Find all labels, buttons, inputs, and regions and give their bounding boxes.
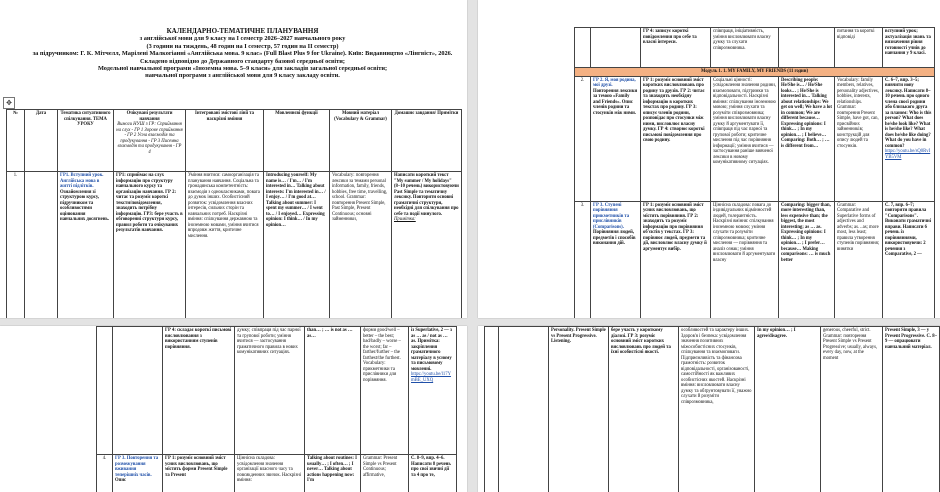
row-integrated: Уміння вчитися: самоорганізація та планування навчання. Соціальна та громадянська компетентність: взаємодія з однокласниками, повага до думок інших. Особистісний розвиток: усвідомлення власних інтересів, сильних сторін та навчальних потреб. Наскрізні вміння: спілкування державною та іноземною мовами, уміння вчитися впродовж життя, критичне мислення.: [186, 172, 264, 319]
row-num: 2.: [575, 76, 591, 201]
module-title: Модуль 1. 1. MY FAMILY, MY FRIENDS (11 годин): [575, 68, 935, 77]
table-row-continued: [97, 327, 457, 455]
row-language: Vocabulary: повторення лексики за темами personal information, family, friends, hobbies, free time, travelling, school. Grammar: повторення Present Simple, Past Simple, Present Continuous; основні займенники,: [330, 172, 392, 319]
cont-functions: than… ; … is not as … as…: [305, 327, 361, 455]
row-num: 4.: [97, 455, 113, 492]
row-homework: Написати короткий текст "My summer / My holidays" (8–10 речень) використовуючи Past Simple та тематичну лексику. Повторити основні граматичні структури, необхідні для спілкування про себе та події минулого. Примітка:: [392, 172, 462, 319]
table-row: [575, 201, 935, 318]
document-header: [30, 28, 455, 80]
homework-video-link[interactable]: https://youtu.be/l17YmBE_UXQ: [411, 372, 451, 383]
row-topic: ГР 3. Повторення та розмежування вживання теперішніх часів. Опис: [113, 455, 163, 492]
row-language: Grammar: Present Simple vs Present Continuous; affirmative,: [361, 455, 409, 492]
cont-results: ГР 4: складає короткі письмові висловлювання з використанням ступенів порівняння.: [163, 327, 235, 455]
row-topic: ГР 2. Я, моя родина, мої друзі. Повторення лексики за темою «Family and Friends». Опис членів родини та стосунків між ними.: [591, 76, 641, 201]
cont-integrated: співпраця, ініціативність, уміння висловлювати власну думку та слухати співрозмовника.: [711, 28, 779, 68]
row-language: Vocabulary: family members, relatives, personality adjectives, hobbies, interests, relationships. Grammar: повторення Present Simple, have got, can, присвійних займенників; конструкцій для опису людей та стосунків.: [835, 76, 883, 201]
cont-homework: із Superlative, 2 — з as … as / not as … as. Примітка: закріплення граматичного матеріалу в усному та письмовому мовленні. https://youtu.be/l17YmBE_UXQ: [409, 327, 457, 455]
table-row: [575, 76, 935, 201]
table-row-continued: [575, 28, 935, 68]
row-functions: Introducing yourself: My name is… / I'm… / I'm interested in… Talking about interests: I'm interested in… / I enjoy… / I'm good at… Talking about summer: I spent my summer… / I went to… / I enjoyed… Expressing opinion: I think… / In my opinion…: [264, 172, 330, 319]
row-results: ГР 1: розуміє основний зміст коротких висловлювань про родину та друзів. ГР 2: читає та знаходить необхідну інформацію в коротких текстах про родину. ГР 3: описує членів родини, розповідає про стосунки між ними, висловлює власну думку. ГР 4: створює короткі письмові повідомлення про свою родину.: [641, 76, 711, 201]
row-functions: Describing people: He/She is… / He/She looks… ; He/She is interested in… Talking about relationships: We get on well; We have a lot in common; We are different because… Expressing opinions: I think… ; In my opinion… ; I believe… Comparing: Both… ; … is different from…: [779, 76, 835, 201]
cont-language: generous, cheerful, strict. Grammar: повторення Present Simple vs Present Progressive; usually, always, every day, now, at the moment: [821, 327, 883, 492]
table-header-row: [7, 110, 462, 172]
cont-homework: вступний урок; актуалізація знань та визначення рівня готовності учнів до навчання у 9 класі.: [883, 28, 935, 68]
page-4: [478, 326, 940, 492]
page-2: [478, 0, 940, 318]
header-date: Дата: [25, 110, 58, 172]
cont-homework: Present Simple, 3 — у Present Progressive. С. 8–9 — опрацювати навчальний матеріал.: [883, 327, 940, 492]
table-row-continued: [485, 327, 940, 492]
plan-table-page-4: [484, 326, 940, 492]
row-num: 1.: [7, 172, 25, 319]
row-integrated: Ціннісна складова: усвідомлення значення організації власного часу та повсякденних звичок. Наскрізні вміння:: [235, 455, 305, 492]
plan-table-page-3: [96, 326, 457, 492]
header-line-7: навчальної програми з англійської мови для 9 класу закладу освіти.: [145, 72, 340, 80]
cont-integrated: особливостей та характеру інших. Здоров'я і безпека: усвідомлення значення позитивних міжособистісних стосунків, спілкування та взаємоповаги. Підприємливість та фінансова грамотність: розвиток відповідальності, організованості, самостійності як важливих особистісних якостей. Наскрізні вміння: висловлювати власну думку та обґрунтовувати її, уважно слухати й розуміти співрозмовника,: [679, 327, 755, 492]
header-title: КАЛЕНДАРНО-ТЕМАТИЧНЕ ПЛАНУВАННЯ: [166, 27, 319, 35]
row-num: 3.: [575, 201, 591, 318]
header-line-5: Складено відповідно до Державного стандарту базової середньої освіти;: [139, 57, 345, 65]
row-homework: С. 6–7, впр. 3–5; вивчити нову лексику. Написати 8–10 речень про одного члена своєї родини або близького друга за планом: Who is this person? What does he/she look like? What is he/she like? What does he/she like doing? What do you have in common? https://youtu.be/sQ0RvIYB5VM: [883, 76, 935, 201]
cont-integrated: думку; співпраця під час парної та групової роботи; уміння вчитися — застосування граматичного правила в нових комунікативних ситуаціях.: [235, 327, 305, 455]
row-results: ГР 1: розуміє основний зміст усних висловлювань, що містять порівняння. ГР 2: знаходить та розуміє інформацію про порівняння об'єктів у текстах. ГР 3: порівнює людей, предмети та дії, висловлює власну думку й аргументує вибір.: [641, 201, 711, 318]
row-language: Grammar: Comparative and Superlative forms of adjectives and adverbs; as…as; more most, less least; правила утворення ступенів порівняння; винятки: [835, 201, 883, 318]
row-topic: ГР 3. Ступені порівняння прикметників та прислівників (Comparisons). Порівняння людей, предметів і способів виконання дій.: [591, 201, 641, 318]
row-integrated: Ціннісна складова: повага до індивідуальних відмінностей людей, толерантність. Наскрізні вміння: спілкування іноземною мовою; уміння слухати та розуміти співрозмовника; критичне мислення — порівняння та аналіз ознак; уміння висловлювати й аргументувати власну: [711, 201, 779, 318]
header-homework: Домашнє завдання/ Примітки: [392, 110, 462, 172]
cont-results: бере участь у короткому діалозі. ГР 3: розуміє основний зміст коротких висловлювань про людей та їхні особистісні якості.: [609, 327, 679, 492]
cont-functions: In my opinion… ; I agree/disagree.: [755, 327, 821, 492]
header-num: №: [7, 110, 25, 172]
page-1: [0, 0, 467, 318]
header-line-2: з англійської мови для 9 класу на І семестр 2026–2027 навчального року: [139, 35, 346, 43]
cont-language: форми good/well – better – the best; bad/badly – worse – the worst; far – farther/further – the farthest/the furthest. Vocabulary: прикметники та прислівники для порівняння.: [361, 327, 409, 455]
page-3: [0, 326, 467, 492]
row-functions: Comparing: bigger than, more interesting than, less expensive than; the biggest, the most interesting; as … as. Expressing opinions: I think… ; In my opinion… ; I prefer… because… Making comparisons: … is much better: [779, 201, 835, 318]
header-functions: Мовленнєві функції: [264, 110, 330, 172]
plan-table-page-2: [574, 27, 935, 318]
row-integrated: Cоціальні цінності: усвідомлення значення родини, взаємоповаги, підтримки та відповідальності. Наскрізні вміння: спілкування іноземною мовою; уміння слухати та розуміти співрозмовника; уміння висловлювати власну думку й аргументувати її, співпраця під час парної та групової роботи; критичне мислення під час порівняння інформації; уміння вчитися — застосування раніше вивченої лексики в новому комунікативному ситуаціях.: [711, 76, 779, 201]
table-row: [7, 172, 462, 319]
row-results: ГР1: сприймає на слух інформацію про структуру навчального курсу та організацію навчання. ГР 2: читає та розуміє короткі тексти/повідомлення, знаходить потрібну інформацію. ГР3: бере участь в обговоренні структури курсу, правил роботи та очікуваних результатів навчання.: [114, 172, 186, 319]
cont-language: питання та короткі відповіді: [835, 28, 883, 68]
row-results: ГР 1: розуміє основний зміст усних висловлювань, що містять форми Present Simple та Present: [163, 455, 235, 492]
table-row: [97, 455, 457, 492]
table-move-handle-icon[interactable]: ✥: [3, 97, 15, 109]
row-homework: С. 8–9, впр. 4–6. Написати 8 речень про свої звичні дії та 4 про те,: [409, 455, 457, 492]
row-functions: Talking about routines: I usually… ; I often… ; I never… Talking about actions happening now: I'm: [305, 455, 361, 492]
header-topic: Тематика ситуативного спілкування. ТЕМА УРОКУ: [58, 110, 114, 172]
header-line-3: (3 години на тиждень, 48 годин на І семестр, 57 годин на ІІ семестр): [146, 42, 339, 50]
module-header-row: [575, 68, 935, 77]
header-integrated: Інтегровані змістові лінії та наскрізні вміння: [186, 110, 264, 172]
header-language: Мовний матеріал (Vocabulary & Grammar): [330, 110, 392, 172]
cont-results: ГР 4: записує короткі повідомлення про себе та власні інтереси.: [641, 28, 711, 68]
plan-table-page-1: [6, 109, 462, 318]
header-results: Очікувані результати навчання Вимоги НУШ з ГР: Сприймання на слух - ГР 1 Зорове сприймання - ГР 2 Усна взаємодія та продукування - ГР 3 Писемна взаємодія та продукування - ГР 4: [114, 110, 186, 172]
header-line-6: Модельної навчальної програми «Іноземна мова. 5–9 класи» для закладів загальної середньої освіти;: [97, 65, 388, 73]
cont-topic: Personality. Present Simple vs Present Progressive. Listening.: [549, 327, 609, 492]
row-homework: С. 7, впр. 6–7; повторити правила "Comparisons". Виконати граматичні вправи. Написати 6 речень із порівняннями, використовуючи: 2 речення з Comparative, 2 —: [883, 201, 935, 318]
header-line-4: за підручником: Г. К. Мітчелл, Марілені Малкогіанні «Англійська мова. 9 клас» (Full Blast Plus 9 for Ukraine). Київ: Видавництво «Лінгвіст», 2026.: [32, 50, 453, 58]
row-topic: ГР1. Вступний урок. Англійська мова в житті підлітків. Ознайомлення зі структурою курсу, підручником та особливостями оцінювання навчальних досягнень.: [58, 172, 114, 319]
homework-video-link[interactable]: https://youtu.be/sQ0RvIYB5VM: [885, 149, 931, 160]
row-date[interactable]: [25, 172, 58, 319]
